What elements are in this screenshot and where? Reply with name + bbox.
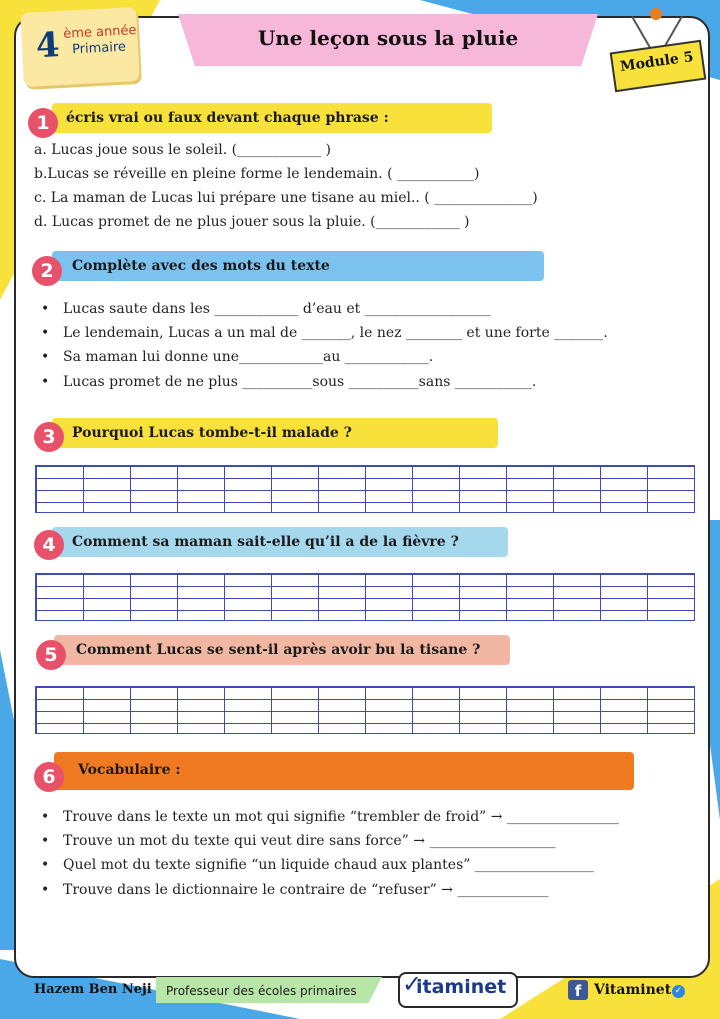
section-2-item: • Lucas promet de ne plus __________sous __________sans ___________. xyxy=(63,374,536,390)
verified-icon: ✓ xyxy=(672,985,685,998)
section-3-number: 3 xyxy=(34,422,64,452)
section-6-item: • Trouve un mot du texte qui veut dire sans force” → __________________ xyxy=(63,833,555,849)
answer-grid-3[interactable] xyxy=(35,465,695,513)
section-1-line-c: c. La maman de Lucas lui prépare une tisane au miel.. ( ______________) xyxy=(34,190,538,206)
section-5-title: Comment Lucas se sent-il après avoir bu la tisane ? xyxy=(76,642,481,658)
pin-icon xyxy=(650,8,662,20)
grade-suffix: ème année xyxy=(62,23,137,42)
section-2-item: • Sa maman lui donne une____________au ____________. xyxy=(63,349,433,365)
section-2-title: Complète avec des mots du texte xyxy=(72,258,330,274)
section-5-number: 5 xyxy=(36,640,66,670)
social-name: Vitaminet xyxy=(594,982,672,998)
section-1-line-a: a. Lucas joue sous le soleil. (____________ ) xyxy=(34,142,331,158)
section-6-item: • Trouve dans le dictionnaire le contraire de “refuser” → _____________ xyxy=(63,882,548,898)
module-label: Module 5 xyxy=(619,48,695,76)
section-1-line-d: d. Lucas promet de ne plus jouer sous la pluie. (____________ ) xyxy=(34,214,470,230)
section-6-title: Vocabulaire : xyxy=(78,762,181,778)
facebook-icon: f xyxy=(568,980,588,1000)
section-2-item: • Le lendemain, Lucas a un mal de _______, le nez ________ et une forte _______. xyxy=(63,325,608,341)
section-2-number: 2 xyxy=(32,256,62,286)
grade-number: 4 xyxy=(34,25,61,67)
section-6-item: • Quel mot du texte signifie “un liquide chaud aux plantes” _________________ xyxy=(63,857,594,873)
section-4-number: 4 xyxy=(34,530,64,560)
author-role: Professeur des écoles primaires xyxy=(166,984,357,998)
grade-level: Primaire xyxy=(71,39,127,58)
logo-text: itaminet xyxy=(416,976,507,998)
section-4-title: Comment sa maman sait-elle qu’il a de la fièvre ? xyxy=(72,534,459,550)
section-1-number: 1 xyxy=(28,108,58,138)
grade-badge xyxy=(20,7,140,87)
author-name: Hazem Ben Neji xyxy=(34,982,152,997)
checkmark-icon: ✓ xyxy=(402,970,423,998)
section-1-line-b: b.Lucas se réveille en pleine forme le lendemain. ( ___________) xyxy=(34,166,480,182)
section-3-title: Pourquoi Lucas tombe-t-il malade ? xyxy=(72,425,352,441)
section-6-number: 6 xyxy=(34,762,64,792)
section-1-title: écris vrai ou faux devant chaque phrase : xyxy=(66,110,389,126)
answer-grid-4[interactable] xyxy=(35,573,695,621)
section-6-item: • Trouve dans le texte un mot qui signifie “trembler de froid” → ________________ xyxy=(63,809,619,825)
section-2-item: • Lucas saute dans les ____________ d’eau et __________________ xyxy=(63,301,491,317)
page-title: Une leçon sous la pluie xyxy=(257,26,519,50)
answer-grid-5[interactable] xyxy=(35,686,695,734)
